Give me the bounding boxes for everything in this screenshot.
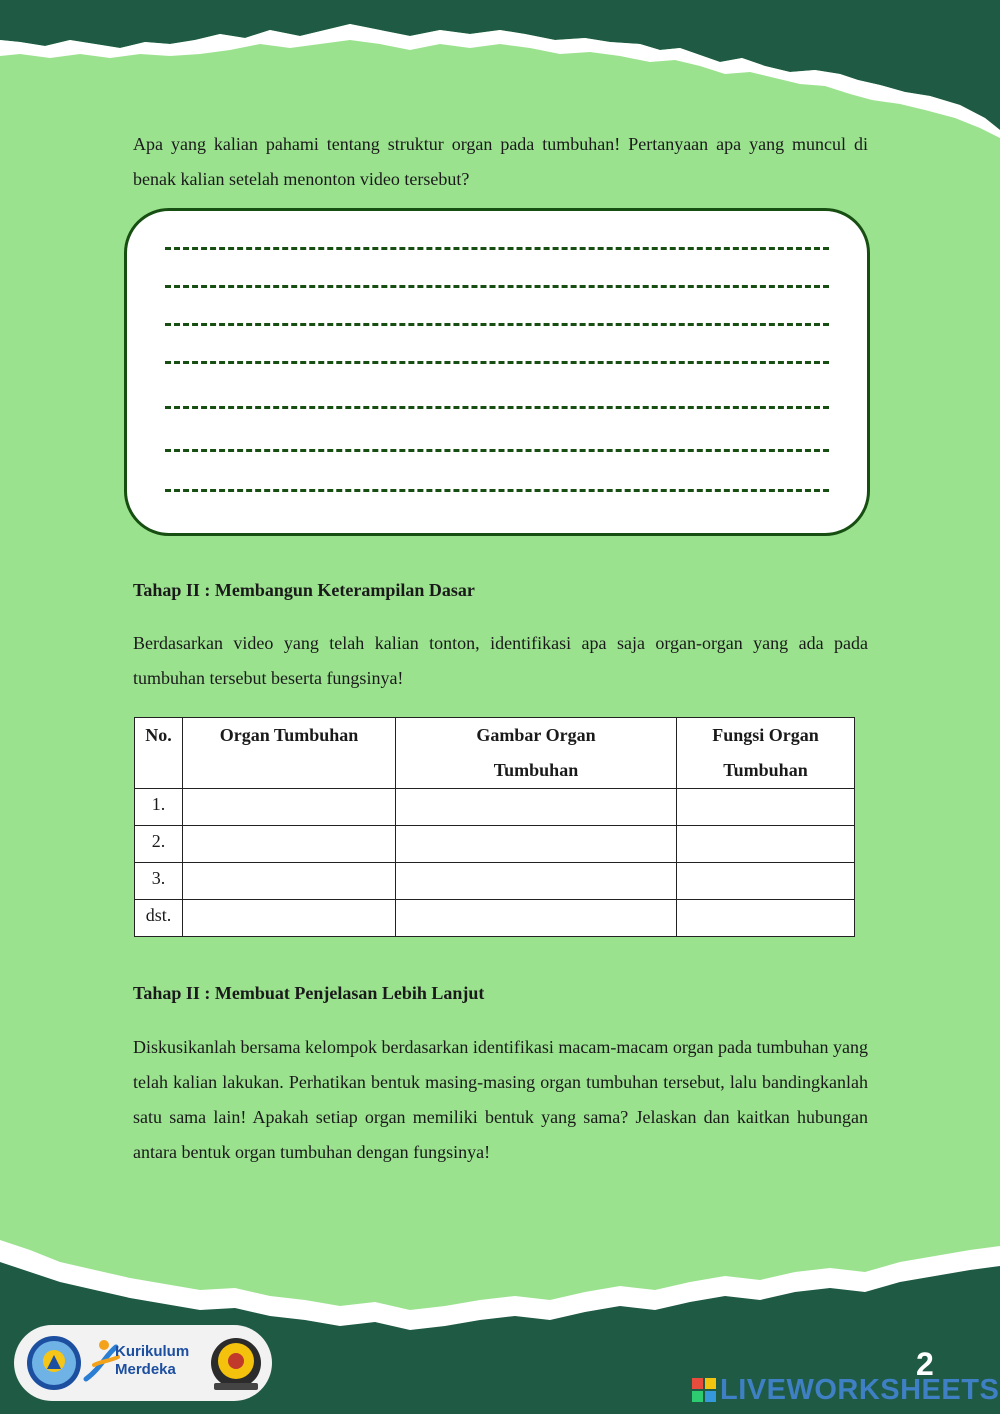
function-cell[interactable] (677, 789, 855, 826)
table-row (135, 900, 855, 937)
row-number: 1. (135, 789, 183, 826)
section-heading-basic: Tahap II : Membangun Keterampilan Dasar (133, 580, 475, 600)
answer-line[interactable] (165, 323, 829, 326)
table-row (135, 863, 855, 900)
function-cell[interactable] (677, 863, 855, 900)
logo-text-line2: Merdeka (115, 1361, 176, 1378)
answer-line[interactable] (165, 449, 829, 452)
organ-cell[interactable] (183, 863, 396, 900)
image-cell[interactable] (396, 826, 677, 863)
organ-cell[interactable] (183, 900, 396, 937)
organ-cell[interactable] (183, 789, 396, 826)
section-basic-instruction: Berdasarkan video yang telah kalian tonton, identifikasi apa saja organ-organ yang ada pada tumbuhan tersebut beserta fungsinya! (133, 633, 868, 688)
table-row (135, 826, 855, 863)
table-row (135, 789, 855, 826)
answer-box[interactable] (124, 208, 870, 536)
row-number: 2. (135, 826, 183, 863)
function-cell[interactable] (677, 900, 855, 937)
row-number: dst. (135, 900, 183, 937)
table-header-organ: Organ Tumbuhan (183, 718, 396, 789)
answer-line[interactable] (165, 489, 829, 492)
image-cell[interactable] (396, 900, 677, 937)
answer-line[interactable] (165, 285, 829, 288)
image-cell[interactable] (396, 789, 677, 826)
table-header-function: Fungsi Organ Tumbuhan (677, 718, 855, 789)
page-number: 2 (916, 1346, 934, 1382)
intro-question: Apa yang kalian pahami tentang struktur organ pada tumbuhan! Pertanyaan apa yang muncul di benak kalian setelah menonton video tersebut? (133, 134, 868, 189)
section-heading-further: Tahap II : Membuat Penjelasan Lebih Lanjut (133, 983, 485, 1003)
answer-line[interactable] (165, 247, 829, 250)
table-header-image: Gambar Organ Tumbuhan (396, 718, 677, 789)
table-header-no: No. (135, 718, 183, 789)
organ-cell[interactable] (183, 826, 396, 863)
logo-text-line1: Kurikulum (115, 1343, 190, 1360)
image-cell[interactable] (396, 863, 677, 900)
kurikulum-merdeka-logo (14, 1325, 272, 1401)
answer-line[interactable] (165, 406, 829, 409)
function-cell[interactable] (677, 826, 855, 863)
liveworksheets-badge-icon (692, 1378, 716, 1402)
answer-line[interactable] (165, 361, 829, 364)
liveworksheets-watermark: LIVEWORKSHEETS (720, 1374, 1000, 1406)
organ-table (134, 717, 855, 937)
row-number: 3. (135, 863, 183, 900)
section-further-instruction: Diskusikanlah bersama kelompok berdasarkan identifikasi macam-macam organ pada tumbuhan yang telah kalian lakukan. Perhatikan bentuk masing-masing organ tumbuhan tersebut, lalu bandingkanlah satu sama lain! Apakah setiap organ memiliki bentuk yang sama? Jelaskan dan kaitkan hubungan antara bentuk organ tumbuhan dengan fungsinya! (133, 1037, 868, 1162)
